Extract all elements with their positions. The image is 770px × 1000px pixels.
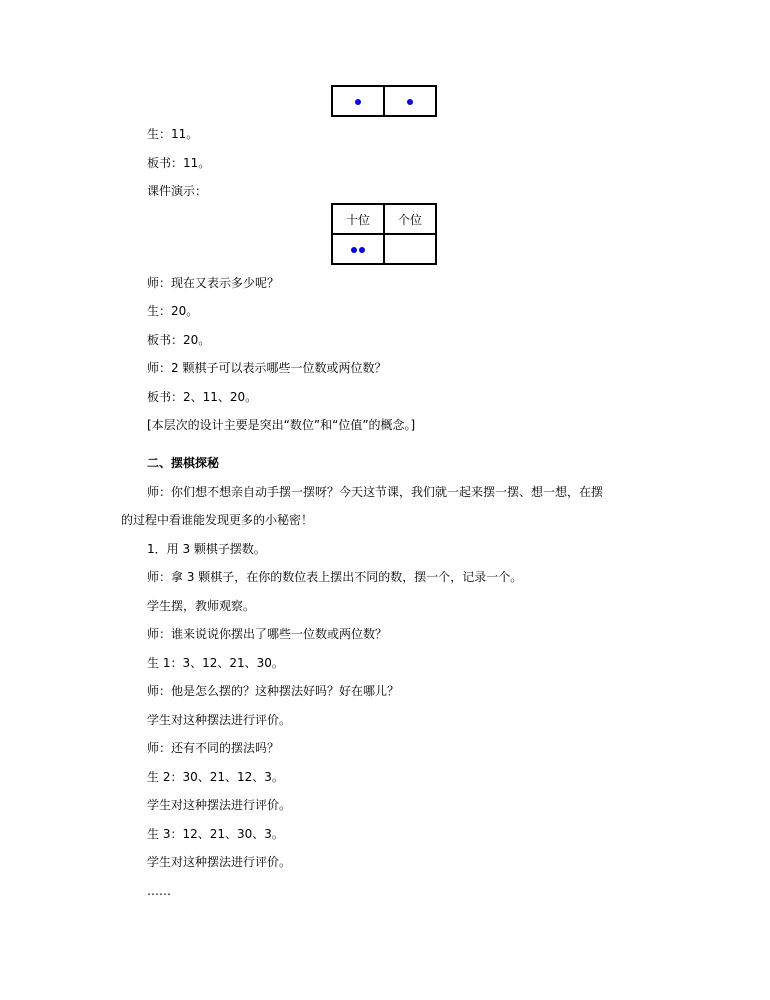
- text-line: 1．用 3 颗棋子摆数。: [147, 542, 266, 556]
- text-line: 板书：11。: [147, 156, 211, 170]
- ellipsis-line: ……: [147, 884, 171, 898]
- paragraph-line: 的过程中看谁能发现更多的小秘密！: [121, 513, 314, 527]
- ones-cell: [384, 86, 436, 116]
- tens-header: 十位: [332, 204, 384, 234]
- text-line: 生 2：30、21、12、3。: [147, 770, 284, 784]
- text-line: 板书：2、11、20。: [147, 390, 258, 404]
- bead-dot: [351, 247, 357, 253]
- text-line: 学生对这种摆法进行评价。: [147, 713, 292, 727]
- text-line: 师：谁来说说你摆出了哪些一位数或两位数？: [147, 627, 388, 641]
- text-line: 学生摆，教师观察。: [147, 599, 256, 613]
- tens-cell: [332, 234, 384, 264]
- text-line: 师：还有不同的摆法吗？: [147, 741, 280, 755]
- text-line: 学生对这种摆法进行评价。: [147, 855, 292, 869]
- tens-cell: [332, 86, 384, 116]
- place-value-table-1: [331, 85, 437, 117]
- ones-cell: [384, 234, 436, 264]
- text-line: 师：他是怎么摆的？这种摆法好吗？好在哪儿？: [147, 684, 400, 698]
- bead-dot: [407, 99, 413, 105]
- text-line: 课件演示：: [147, 184, 208, 198]
- text-line: 师：现在又表示多少呢？: [147, 276, 280, 290]
- text-line: 师：拿 3 颗棋子，在你的数位表上摆出不同的数，摆一个，记录一个。: [147, 570, 523, 584]
- text-line: 板书：20。: [147, 333, 211, 347]
- design-note: [本层次的设计主要是突出“数位”和“位值”的概念。]: [147, 418, 416, 432]
- text-line: 师：2 颗棋子可以表示哪些一位数或两位数？: [147, 361, 387, 375]
- bead-dot: [359, 247, 365, 253]
- text-line: 生：20。: [147, 304, 199, 318]
- place-value-table-2: [331, 203, 437, 265]
- paragraph-line: 师：你们想不想亲自动手摆一摆呀？今天这节课，我们就一起来摆一摆、想一想，在摆: [147, 485, 604, 499]
- text-line: 生 3：12、21、30、3。: [147, 827, 284, 841]
- text-line: 生：11。: [147, 127, 199, 141]
- bead-dot: [355, 99, 361, 105]
- text-line: 学生对这种摆法进行评价。: [147, 798, 292, 812]
- text-line: 生 1：3、12、21、30。: [147, 656, 284, 670]
- section-heading: 二、摆棋探秘: [147, 456, 220, 470]
- ones-header: 个位: [384, 204, 436, 234]
